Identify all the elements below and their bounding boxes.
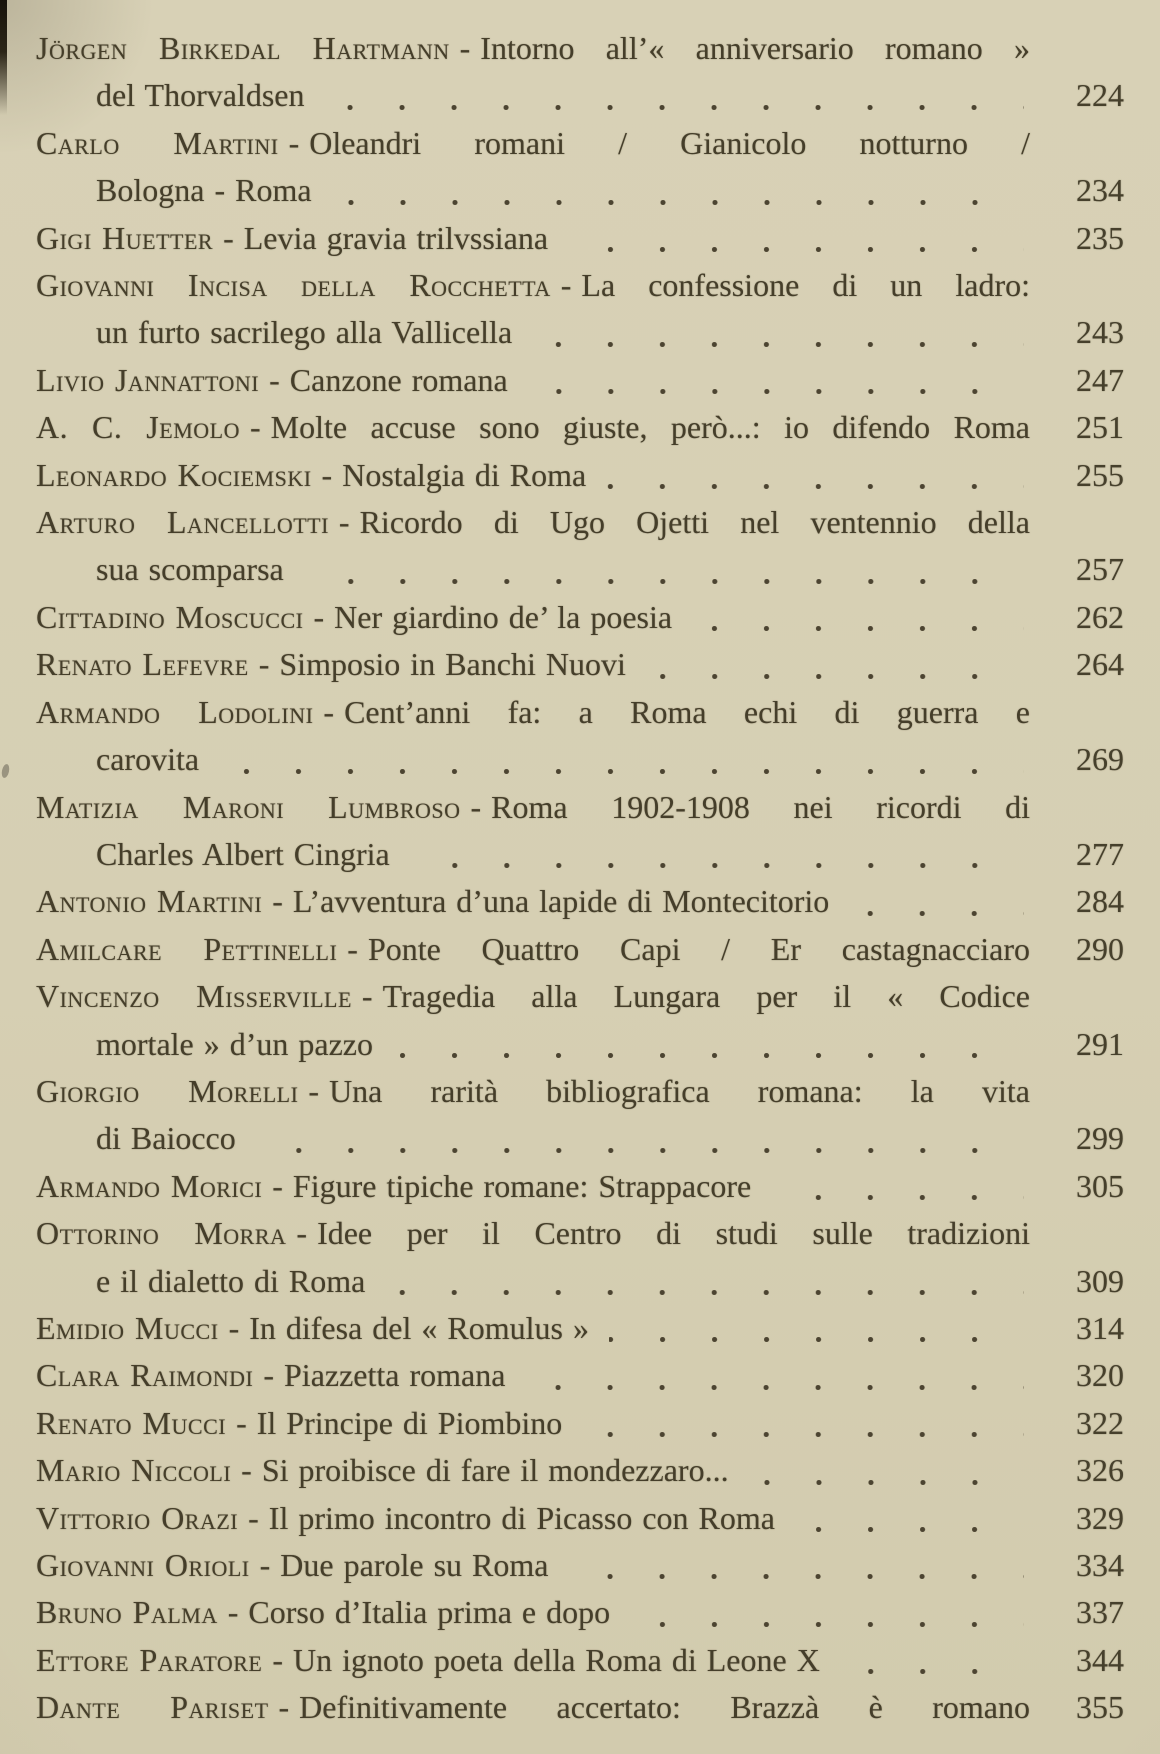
dot-leader [332,200,1024,205]
separator-dash: - [560,267,572,304]
toc-title-continuation: sua scomparsa [96,551,284,588]
toc-title-continuation: un furto sacrilego alla Vallicella [96,314,513,351]
toc-entry-text [36,1305,589,1352]
toc-page-number: 299 [1076,1120,1124,1157]
toc-entry-text [36,499,1030,546]
toc-entry-text [36,1684,1030,1731]
toc-title-part: Un ignoto poeta della Roma di Leone X [293,1641,820,1678]
toc-page-number: 337 [1076,1594,1124,1631]
toc-author: Arturo Lancellotti [36,504,329,541]
dot-leader [606,484,1024,489]
toc-entry-line [36,1352,1160,1399]
toc-entry [36,1352,1160,1399]
toc-entry-line [36,1447,1160,1494]
toc-entry-text [36,878,829,925]
toc-entry-text [36,404,1030,451]
toc-author: Giorgio Morelli [36,1072,299,1109]
separator-dash: - [258,646,270,683]
toc-author: Livio Jannattoni [36,361,260,398]
toc-author: Gigi Huetter [36,219,214,256]
toc-author: Giovanni Incisa della Rocchetta [36,267,551,304]
toc-title-part: Idee per il Centro di studi sulle tradizioni [317,1215,1031,1252]
toc-entry-text [36,926,1030,973]
toc-entry-line [36,1495,1160,1542]
toc-entry [36,1542,1160,1589]
toc-title-part: Nostalgia di Roma [342,456,587,493]
toc-entry [36,1163,1160,1210]
toc-title-continuation: carovita [96,741,200,778]
toc-author: Vincenzo Misserville [36,978,352,1015]
toc-entry-text [36,973,1030,1020]
separator-dash: - [288,124,300,161]
separator-dash: - [296,1215,308,1252]
toc-entry-line [36,973,1160,1020]
toc-entry-line [36,1542,1160,1589]
toc-page-number: 291 [1076,1025,1124,1062]
dot-leader [840,1669,1024,1674]
toc-page-number: 269 [1076,741,1124,778]
toc-entry-text [36,25,1030,72]
toc-entry-line [36,641,1160,688]
toc-entry-text [36,452,586,499]
toc-entry [36,1447,1160,1494]
toc-title-part: Due parole su Roma [280,1547,549,1583]
dot-leader [219,769,1024,774]
toc-title-part: L’avventura d’una lapide di Montecitorio [292,883,830,920]
toc-entry-line-continuation [36,546,1160,593]
toc-title-part: Levia gravia trilvssiana [243,219,549,256]
separator-dash: - [361,978,373,1015]
toc-entry-line [36,689,1160,736]
toc-entry-line [36,1210,1160,1257]
toc-title-continuation: Bologna - Roma [96,172,312,209]
toc-entry-line [36,262,1160,309]
toc-entry [36,1068,1160,1163]
toc-author: Jörgen Birkedal Hartmann [36,30,450,66]
separator-dash: - [272,1167,283,1204]
toc-entry [36,641,1160,688]
toc-entry [36,120,1160,215]
toc-entry [36,452,1160,499]
toc-page-number: 255 [1076,456,1124,493]
toc-entry [36,926,1160,973]
toc-entry-text [36,1637,820,1684]
toc-entry [36,1495,1160,1542]
toc-page-number: 322 [1076,1404,1124,1441]
toc-entry-line [36,452,1160,499]
toc-title-part: Il primo incontro di Picasso con Roma [268,1499,775,1536]
toc-entry [36,215,1160,262]
toc-entry-line [36,1637,1160,1684]
toc-author: A. C. Jemolo [36,409,240,446]
toc-author: Renato Mucci [36,1404,227,1441]
toc-title-part: Tragedia alla Lungara per il « Codice [382,978,1031,1015]
toc-entry-text [36,1210,1030,1257]
dot-leader [532,342,1024,347]
toc-entry-text [36,641,626,688]
dot-leader [795,1527,1024,1532]
toc-entry-text [36,1352,505,1399]
separator-dash: - [272,883,283,920]
separator-dash: - [323,693,335,730]
dot-leader [568,1574,1024,1579]
toc-page-number: 243 [1076,314,1124,351]
toc-entry-text [36,1163,751,1210]
separator-dash: - [269,361,280,398]
separator-dash: - [228,1309,240,1346]
toc-entry [36,357,1160,404]
toc-entry [36,262,1160,357]
toc-title-continuation: e il dialetto di Roma [96,1262,366,1299]
toc-title-part: Ponte Quattro Capi / Er castagnacciaro [367,930,1031,967]
toc-entry-line [36,404,1160,451]
separator-dash: - [338,504,350,541]
toc-title-part: La confessione di un ladro: [581,267,1031,304]
toc-author: Vittorio Orazi [36,1499,239,1536]
toc-author: Bruno Palma [36,1594,218,1631]
toc-entry-text [36,357,508,404]
toc-entry-text [36,1589,610,1636]
toc-page-number: 290 [1076,930,1124,967]
separator-dash: - [321,456,333,493]
toc-entry-line [36,215,1160,262]
toc-title-part: Una rarità bibliografica romana: la vita [329,1072,1030,1109]
toc-author: Amilcare Pettinelli [36,930,338,967]
dot-leader [582,1432,1024,1437]
toc-entry-line [36,1163,1160,1210]
toc-entry-line [36,878,1160,925]
toc-page-number: 334 [1076,1547,1124,1583]
toc-author: Matizia Maroni Lumbroso [36,788,461,825]
toc-title-part: In difesa del « Romulus » [249,1309,589,1346]
toc-author: Carlo Martini [36,124,279,161]
dot-leader [256,1148,1024,1153]
separator-dash: - [313,598,325,635]
toc-author: Giovanni Orioli [36,1547,250,1583]
toc-entry [36,404,1160,451]
toc-entry-text [36,1542,548,1589]
toc-entry-text [36,689,1030,736]
separator-dash: - [223,219,234,256]
toc-author: Armando Morici [36,1167,263,1204]
dot-leader [849,911,1024,916]
toc-author: Armando Lodolini [36,693,314,730]
separator-dash: - [470,788,482,825]
separator-dash: - [347,930,358,967]
toc-page-number: 314 [1076,1309,1124,1346]
toc-title-part: Il Principe di Piombino [256,1404,563,1441]
toc-title-part: Roma 1902-1908 nei ricordi di [491,788,1030,825]
dot-leader [385,1290,1024,1295]
toc-entry-line [36,1684,1160,1731]
toc-title-part: Piazzetta romana [284,1357,506,1394]
toc-entry [36,594,1160,641]
dot-leader [528,389,1024,394]
toc-page-number: 309 [1076,1262,1124,1299]
separator-dash: - [259,1547,271,1583]
separator-dash: - [248,1499,259,1536]
toc-title-continuation: mortale » d’un pazzo [96,1025,373,1062]
toc-page-number: 247 [1076,361,1124,398]
toc-entry-text [36,784,1030,831]
toc-entry-line [36,120,1160,167]
toc-entry-line-continuation [36,309,1160,356]
toc-entry-line [36,357,1160,404]
toc-entry-text [36,120,1030,167]
dot-leader [609,1337,1024,1342]
toc-page-number: 326 [1076,1452,1124,1489]
toc-page-number: 224 [1076,77,1124,114]
dot-leader [304,579,1024,584]
toc-entry-text [36,1068,1030,1115]
separator-dash: - [272,1641,284,1678]
dot-leader [692,626,1024,631]
toc-page-number: 264 [1076,646,1124,683]
toc-title-part: Molte accuse sono giuste, però...: io difendo Roma [270,409,1030,446]
toc-page-number: 329 [1076,1499,1124,1536]
toc-entry-line-continuation [36,1115,1160,1162]
toc-entry-text [36,1447,729,1494]
toc-entry-text [36,262,1030,309]
toc-page-number: 277 [1076,835,1124,872]
toc-page-number: 320 [1076,1357,1124,1394]
toc-title-part: Canzone romana [289,361,508,398]
dot-leader [393,1053,1024,1058]
toc-title-part: Cent’anni fa: a Roma echi di guerra e [344,693,1030,730]
toc-entry-line-continuation [36,736,1160,783]
toc-entry-line [36,25,1160,72]
toc-entry [36,25,1160,120]
toc-entry-line [36,1305,1160,1352]
toc-entry [36,1637,1160,1684]
dot-leader [771,1195,1024,1200]
toc-page-number: 305 [1076,1167,1124,1204]
toc-page-number: 257 [1076,551,1124,588]
separator-dash: - [236,1404,247,1441]
toc-page-number: 284 [1076,883,1124,920]
toc-title-part: Ricordo di Ugo Ojetti nel ventennio della [359,504,1030,541]
toc-title-part: Ner giardino de’ la poesia [334,598,673,635]
dot-leader [324,105,1024,110]
toc-author: Renato Lefevre [36,646,249,683]
toc-entry-text [36,1495,775,1542]
toc-entry [36,689,1160,784]
dot-leader [630,1622,1024,1627]
toc-entry [36,1210,1160,1305]
toc-entry-text [36,1400,562,1447]
toc-entry [36,973,1160,1068]
toc-author: Mario Niccoli [36,1452,232,1489]
dot-leader [749,1480,1024,1485]
toc-author: Leonardo Kociemski [36,456,312,493]
toc-entry-line-continuation [36,167,1160,214]
toc-entry-line [36,594,1160,641]
toc-page-number: 262 [1076,598,1124,635]
toc-entry [36,878,1160,925]
toc-title-part: Oleandri romani / Gianicolo notturno / [309,124,1030,161]
toc-title-continuation: del Thorvaldsen [96,77,305,114]
toc-title-part: Simposio in Banchi Nuovi [279,646,626,683]
dot-leader [568,247,1024,252]
toc-author: Ettore Paratore [36,1641,263,1678]
dot-leader [646,674,1024,679]
toc-author: Cittadino Moscucci [36,598,304,635]
toc-entry-text [36,594,672,641]
toc-entry [36,499,1160,594]
toc-author: Ottorino Morra [36,1215,287,1252]
toc-entry [36,1589,1160,1636]
toc-entry-text [36,215,548,262]
toc-entry [36,1305,1160,1352]
toc-title-part: Figure tipiche romane: Strappacore [292,1167,752,1204]
toc-title-continuation: di Baiocco [96,1120,236,1157]
separator-dash: - [249,409,261,446]
toc-author: Emidio Mucci [36,1309,219,1346]
toc-entry-line-continuation [36,1021,1160,1068]
toc-title-part: Corso d’Italia prima e dopo [248,1594,611,1631]
dot-leader [525,1385,1024,1390]
toc-entry-line [36,1068,1160,1115]
toc-page-number: 344 [1076,1641,1124,1678]
toc-entry [36,1684,1160,1731]
toc-author: Clara Raimondi [36,1357,254,1394]
toc-entry-line-continuation [36,831,1160,878]
toc-title-part: Intorno all’« anniversario romano » [480,30,1031,66]
separator-dash: - [241,1452,252,1489]
toc-page-number: 234 [1076,172,1124,209]
toc-title-continuation: Charles Albert Cingria [96,835,390,872]
toc-title-part: Definitivamente accertato: Brazzà è romano [299,1689,1031,1726]
toc-entry-line [36,1400,1160,1447]
toc-author: Antonio Martini [36,883,263,920]
toc-entry-line [36,926,1160,973]
separator-dash: - [278,1689,290,1726]
separator-dash: - [227,1594,239,1631]
toc-entry-line [36,499,1160,546]
separator-dash: - [459,30,471,66]
dot-leader [410,863,1024,868]
toc-entry-line-continuation [36,1258,1160,1305]
toc-entry-line-continuation [36,72,1160,119]
separator-dash: - [308,1072,320,1109]
toc-page-number: 355 [1076,1689,1124,1726]
separator-dash: - [263,1357,274,1394]
toc-entry [36,1400,1160,1447]
toc-author: Dante Pariset [36,1689,269,1726]
toc-entry [36,784,1160,879]
toc-title-part: Si proibisce di fare il mondezzaro... [261,1452,729,1489]
toc-entry-line [36,784,1160,831]
toc-page-number: 251 [1076,409,1124,446]
toc-page-number: 235 [1076,219,1124,256]
toc-entry-line [36,1589,1160,1636]
